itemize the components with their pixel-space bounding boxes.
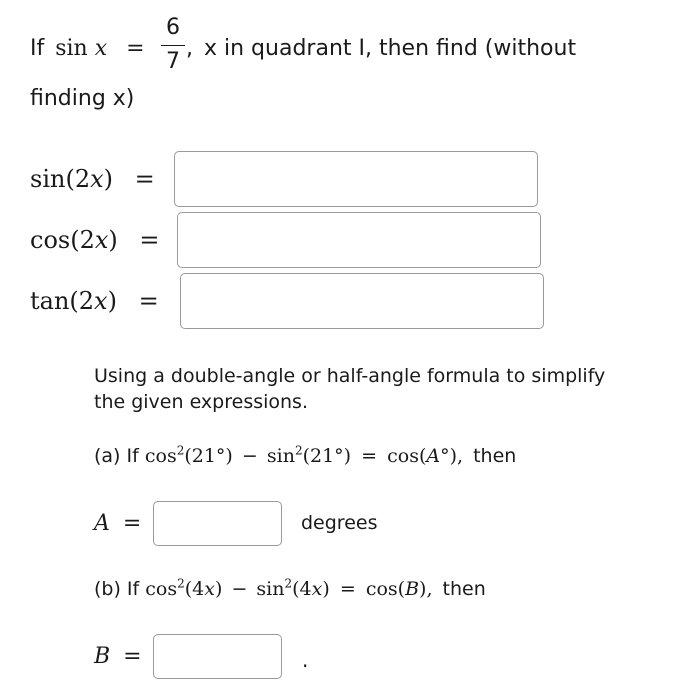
row-tan2x-label: tan(2x) =: [30, 287, 159, 315]
q2-instruction-line1: Using a double-angle or half-angle formula to simplify: [94, 365, 606, 387]
q1-comma: ,: [186, 36, 193, 61]
row-cos2x-label: cos(2x) =: [30, 226, 160, 254]
part-b-answer-label: B =: [94, 644, 142, 669]
q1-prefix: If: [30, 36, 45, 61]
degrees-unit: degrees: [301, 512, 378, 534]
q1-suffix-line: [186, 36, 576, 61]
row-sin2x-label: sin(2x) =: [30, 165, 155, 193]
cos2x-input[interactable]: [177, 212, 541, 268]
fraction-bar: [161, 45, 185, 46]
answer-b-input[interactable]: [153, 634, 282, 679]
sin2x-input[interactable]: [174, 151, 538, 207]
q1-func: sin: [55, 36, 88, 61]
tan2x-input[interactable]: [180, 273, 544, 329]
q2-instruction-line2: the given expressions.: [94, 391, 309, 413]
answer-a-input[interactable]: [153, 501, 282, 546]
q1-fraction: [161, 14, 185, 76]
part-a-statement: (a) If $\cos^2(21^\circ) - \sin^2(21^\circ) = \cos(A^\circ)$, then: [94, 443, 517, 467]
part-a-answer-label: A =: [94, 511, 142, 536]
question-1-intro: [30, 36, 145, 61]
q1-numerator: 6: [166, 15, 180, 40]
part-b-end-period: .: [302, 648, 309, 672]
q1-denominator: 7: [166, 49, 180, 74]
q1-line2: finding x): [30, 86, 135, 111]
q1-var: x: [94, 36, 108, 61]
part-b-statement: (b) If $\cos^2(4x) - \sin^2(4x) = \cos(B)$, then: [94, 576, 486, 600]
q1-eq: =: [126, 36, 145, 61]
q1-suffix: x in quadrant I, then find (without: [204, 36, 577, 61]
